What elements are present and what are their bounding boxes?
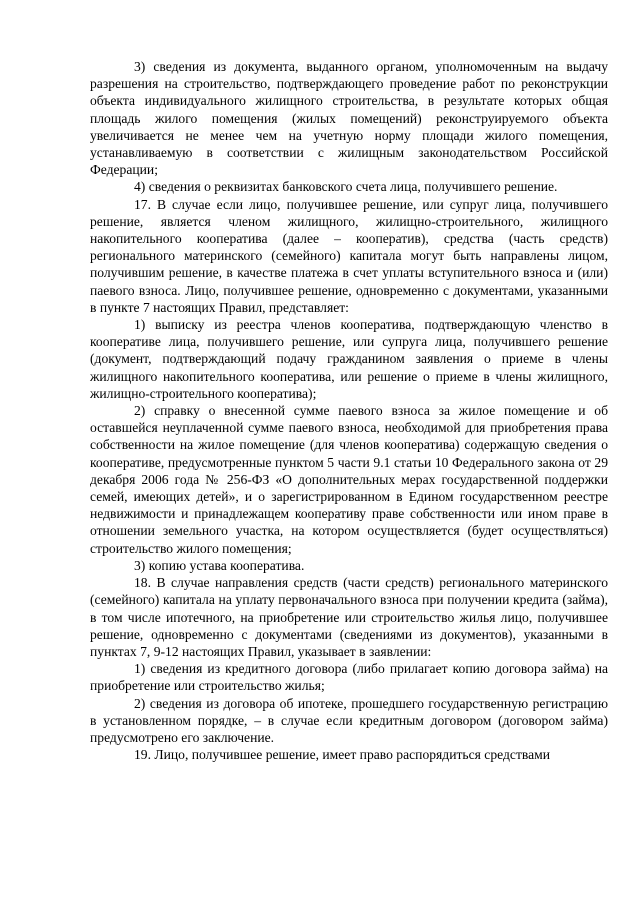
paragraph-17-item-2: 2) справку о внесенной сумме паевого взноса за жилое помещение и об оставшейся неуплаченной сумме паевого взноса, необходимой для приобретения права собственности на жилое помещение (для членов кооператива) содержащую сведения о кооперативе, предусмотренные пунктом 5 части 9.1 статьи 10 Федерального закона от 29 декабря 2006 года № 256-ФЗ «О дополнительных мерах государственной поддержки семей, имеющих детей», и о зарегистрированном в Едином государственном реестре недвижимости и принадлежащем кооперативу праве собственности или ином праве в отношении земельного участка, на котором осуществляется (будет осуществляться) строительство жилого помещения; [90,403,608,556]
paragraph-clause-18: 18. В случае направления средств (части средств) регионального материнского (семейного) капитала на уплату первоначального взноса при получении кредита (займа), в том числе ипотечного, на приобретение или строительство жилья лицо, получившее решение, одновременно с документами (сведениями из документов), указанными в пунктах 7, 9-12 настоящих Правил, указывает в заявлении: [90,575,608,659]
paragraph-18-item-2: 2) сведения из договора об ипотеке, прошедшего государственную регистрацию в установленном порядке, – в случае если кредитным договором (договором займа) предусмотрено его заключение. [90,695,608,745]
paragraph-clause-19: 19. Лицо, получившее решение, имеет право распорядиться средствами [134,747,551,763]
paragraph-item-3: 3) сведения из документа, выданного органом, уполномоченным на выдачу разрешения на строительство, подтверждающего проведение работ по реконструкции объекта индивидуального жилищного строительства, в результате которых общая площадь жилого помещения (жилых помещений) реконструируемого объекта увеличивается не менее чем на учетную норму площади жилого помещения, устанавливаемую в соответствии с жилищным законодательством Российской Федерации; [90,59,608,178]
paragraph-clause-17: 17. В случае если лицо, получившее решение, или супруг лица, получившего решение, является членом жилищного, жилищно-строительного, жилищного накопительного кооператива (далее – кооператив), средства (часть средств) регионального материнского (семейного) капитала могут быть направлены лицом, получившим решение, в качестве платежа в счет уплаты вступительного взноса и (или) паевого взноса. Лицо, получившее решение, одновременно с документами, указанными в пункте 7 настоящих Правил, представляет: [90,196,608,315]
paragraph-17-item-1: 1) выписку из реестра членов кооператива, подтверждающую членство в кооперативе лица, получившего решение, или супруга лица, получившего решение (документ, подтверждающий подачу гражданином заявления о приеме в члены жилищного накопительного кооператива, или решение о приеме в члены жилищного, жилищно-строительного кооператива); [90,317,608,401]
paragraph-item-4: 4) сведения о реквизитах банковского счета лица, получившего решение. [134,179,558,195]
paragraph-18-item-1: 1) сведения из кредитного договора (либо прилагает копию договора займа) на приобретение или строительство жилья; [90,661,608,694]
paragraph-17-item-3: 3) копию устава кооператива. [134,557,305,573]
document-page [90,58,608,763]
